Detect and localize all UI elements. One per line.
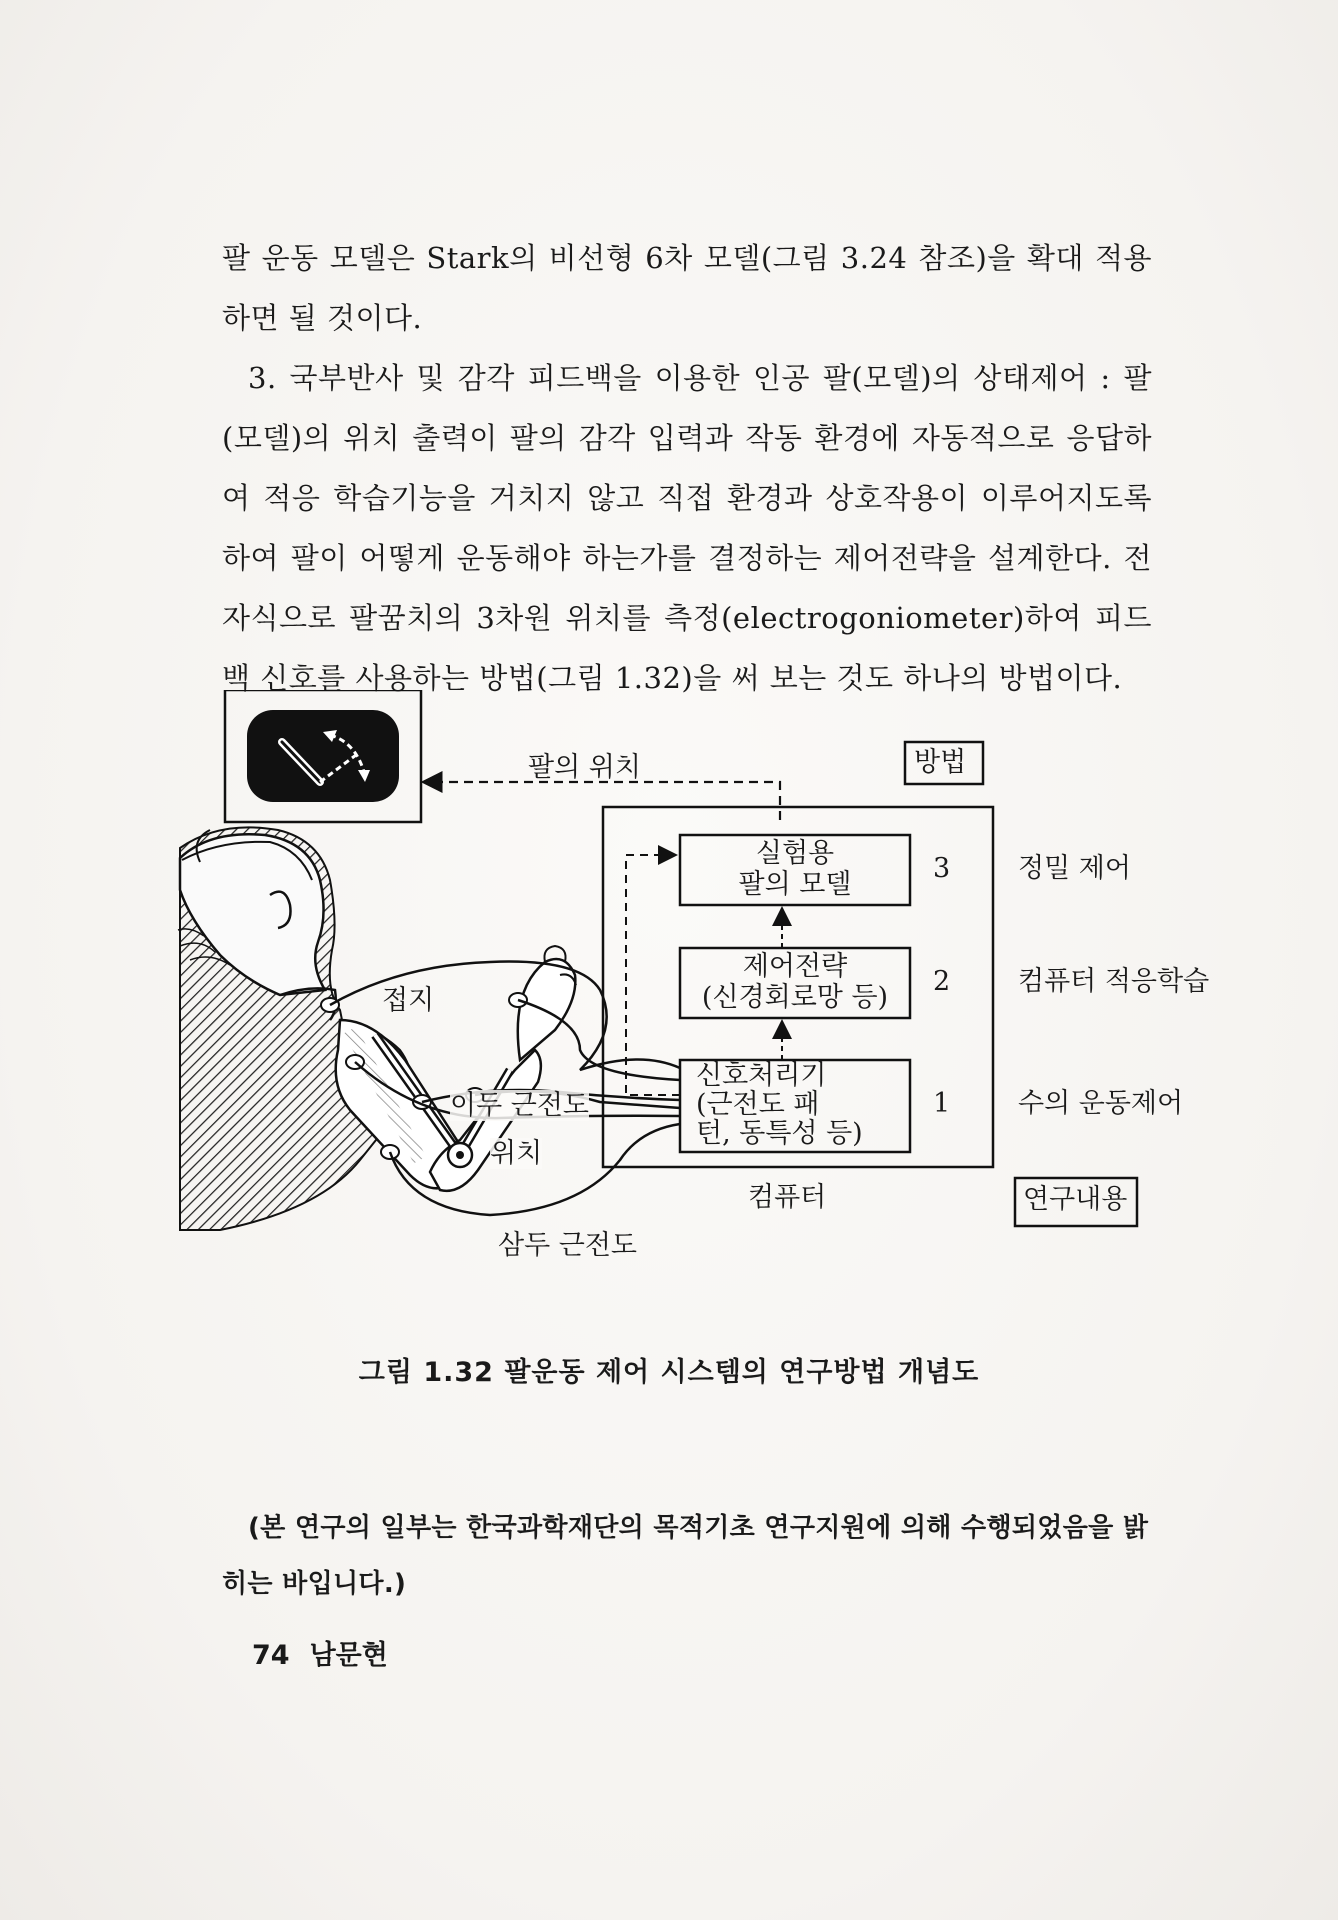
monitor-icon bbox=[225, 690, 421, 822]
level-1: 1 bbox=[933, 1088, 951, 1119]
position-label: 위치 bbox=[490, 1138, 543, 1169]
box3-label: 실험용 팔의 모델 bbox=[738, 838, 852, 901]
content-voluntary-control: 수의 운동제어 bbox=[1018, 1088, 1184, 1119]
paragraph-1: 팔 운동 모델은 Stark의 비선형 6차 모델(그림 3.24 참조)을 확대 적용하면 될 것이다. bbox=[222, 241, 1152, 335]
research-header: 연구내용 bbox=[1023, 1184, 1128, 1215]
arm-position-label: 팔의 위치 bbox=[528, 752, 641, 783]
level-3: 3 bbox=[933, 853, 951, 884]
content-precise-control: 정밀 제어 bbox=[1018, 853, 1131, 884]
paragraph-2: 3. 국부반사 및 감각 피드백을 이용한 인공 팔(모델)의 상태제어 : 팔(모델)의 위치 출력이 팔의 감각 입력과 작동 환경에 자동적으로 응답하여 적응 학습기능을 거치지 않고 직접 환경과 상호작용이 이루어지도록 하여 팔이 어떻게 운동해야 하는가를 결정하는 제어전략을 설계한다. 전자식으로 팔꿈치의 3차원 위치를 측정(electrogoniometer)하여 피드백 신호를 사용하는 방법(그림 1.32)을 써 보는 것도 하나의 방법이다. bbox=[222, 361, 1152, 695]
page-footer bbox=[252, 1633, 408, 1672]
method-header: 방법 bbox=[914, 747, 967, 778]
level-2: 2 bbox=[933, 966, 951, 997]
biceps-emg-label: 이두 근전도 bbox=[450, 1090, 589, 1121]
page-number: 74 bbox=[252, 1640, 290, 1671]
figure-caption: 그림 1.32 팔운동 제어 시스템의 연구방법 개념도 bbox=[358, 1357, 980, 1388]
box2-label: 제어전략 (신경회로망 등) bbox=[701, 951, 889, 1014]
ground-label: 접지 bbox=[382, 985, 435, 1016]
triceps-emg-label: 삼두 근전도 bbox=[498, 1230, 637, 1261]
author-name: 남문현 bbox=[309, 1640, 388, 1671]
computer-label: 컴퓨터 bbox=[748, 1182, 827, 1213]
figure-1-32 bbox=[160, 690, 1220, 1290]
acknowledgement: (본 연구의 일부는 한국과학재단의 목적기초 연구지원에 의해 수행되었음을 밝히는 바입니다.) bbox=[222, 1513, 1149, 1599]
person-figure bbox=[178, 827, 576, 1230]
content-adaptive-learning: 컴퓨터 적응학습 bbox=[1018, 966, 1210, 997]
body-text bbox=[222, 228, 1152, 708]
box1-label: 신호처리기 (근전도 패 턴, 동특성 등) bbox=[696, 1060, 863, 1150]
